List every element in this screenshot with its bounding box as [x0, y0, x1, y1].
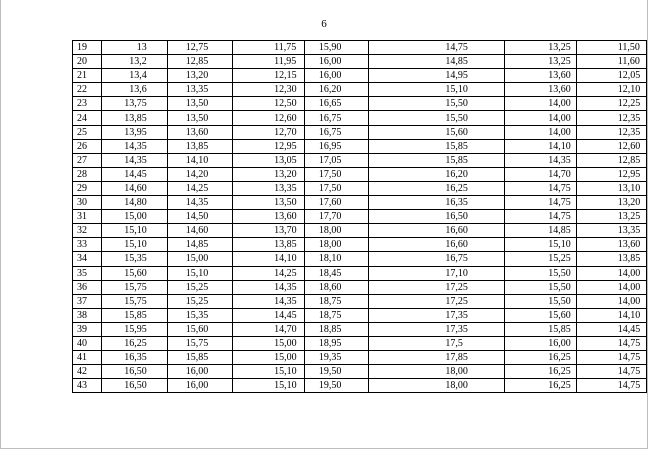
value-cell-col-4: 19,35 [304, 351, 368, 365]
table-row [73, 196, 647, 210]
value-cell-col-1: 15,10 [102, 224, 168, 238]
value-cell-col-7: 14,75 [576, 336, 646, 350]
value-cell-col-7: 14,00 [576, 294, 646, 308]
value-cell-col-4: 18,75 [304, 294, 368, 308]
value-cell-col-6: 13,60 [505, 69, 576, 83]
value-cell-col-1: 15,85 [102, 308, 168, 322]
value-cell-col-7: 13,10 [576, 181, 646, 195]
row-index-cell: 19 [73, 41, 102, 55]
table-row [73, 83, 647, 97]
value-cell-col-1: 16,35 [102, 351, 168, 365]
value-cell-col-7: 12,35 [576, 111, 646, 125]
value-cell-col-2: 13,35 [167, 83, 232, 97]
value-cell-col-2: 16,00 [167, 365, 232, 379]
value-cell-col-1: 13,75 [102, 97, 168, 111]
table-row [73, 252, 647, 266]
value-cell-col-2: 15,25 [167, 280, 232, 294]
table-row [73, 351, 647, 365]
value-cell-col-3: 13,20 [233, 167, 305, 181]
value-cell-col-1: 13,85 [102, 111, 168, 125]
value-cell-col-2: 15,00 [167, 252, 232, 266]
value-cell-col-1: 14,45 [102, 167, 168, 181]
value-cell-col-5: 17,35 [369, 322, 505, 336]
value-cell-col-7: 13,85 [576, 252, 646, 266]
value-cell-col-3: 12,95 [233, 139, 305, 153]
row-index-cell: 20 [73, 55, 102, 69]
value-cell-col-7: 14,75 [576, 365, 646, 379]
value-cell-col-4: 16,00 [304, 55, 368, 69]
value-cell-col-3: 15,00 [233, 336, 305, 350]
value-cell-col-6: 15,25 [505, 252, 576, 266]
value-cell-col-5: 16,50 [369, 210, 505, 224]
value-cell-col-7: 11,60 [576, 55, 646, 69]
value-cell-col-5: 16,60 [369, 224, 505, 238]
value-cell-col-6: 16,25 [505, 365, 576, 379]
value-cell-col-6: 14,75 [505, 196, 576, 210]
value-cell-col-7: 12,10 [576, 83, 646, 97]
value-cell-col-4: 15,90 [304, 41, 368, 55]
table-row [73, 210, 647, 224]
value-cell-col-7: 12,85 [576, 153, 646, 167]
value-cell-col-2: 13,60 [167, 125, 232, 139]
row-index-cell: 43 [73, 379, 102, 393]
value-cell-col-3: 13,35 [233, 181, 305, 195]
value-cell-col-6: 14,00 [505, 111, 576, 125]
row-index-cell: 39 [73, 322, 102, 336]
value-cell-col-3: 14,35 [233, 294, 305, 308]
value-cell-col-2: 15,75 [167, 336, 232, 350]
value-cell-col-5: 18,00 [369, 379, 505, 393]
value-cell-col-7: 13,20 [576, 196, 646, 210]
table-row [73, 111, 647, 125]
row-index-cell: 22 [73, 83, 102, 97]
value-cell-col-4: 16,95 [304, 139, 368, 153]
value-cell-col-4: 17,05 [304, 153, 368, 167]
value-cell-col-2: 13,20 [167, 69, 232, 83]
value-cell-col-2: 15,25 [167, 294, 232, 308]
value-cell-col-3: 13,85 [233, 238, 305, 252]
value-cell-col-2: 14,10 [167, 153, 232, 167]
value-cell-col-4: 17,50 [304, 181, 368, 195]
value-cell-col-1: 14,60 [102, 181, 168, 195]
value-cell-col-5: 15,85 [369, 139, 505, 153]
row-index-cell: 31 [73, 210, 102, 224]
value-cell-col-1: 13,6 [102, 83, 168, 97]
row-index-cell: 30 [73, 196, 102, 210]
value-cell-col-4: 18,85 [304, 322, 368, 336]
value-cell-col-5: 17,10 [369, 266, 505, 280]
row-index-cell: 24 [73, 111, 102, 125]
value-cell-col-3: 15,10 [233, 379, 305, 393]
value-cell-col-7: 12,60 [576, 139, 646, 153]
value-cell-col-2: 13,85 [167, 139, 232, 153]
value-cell-col-6: 14,10 [505, 139, 576, 153]
value-cell-col-6: 13,60 [505, 83, 576, 97]
value-cell-col-2: 15,10 [167, 266, 232, 280]
row-index-cell: 34 [73, 252, 102, 266]
table-row [73, 238, 647, 252]
value-cell-col-5: 16,75 [369, 252, 505, 266]
value-cell-col-1: 15,75 [102, 294, 168, 308]
value-cell-col-6: 15,10 [505, 238, 576, 252]
value-cell-col-2: 16,00 [167, 379, 232, 393]
value-cell-col-4: 18,60 [304, 280, 368, 294]
row-index-cell: 37 [73, 294, 102, 308]
value-cell-col-2: 12,75 [167, 41, 232, 55]
value-cell-col-1: 16,50 [102, 365, 168, 379]
value-cell-col-4: 18,00 [304, 238, 368, 252]
value-cell-col-6: 14,00 [505, 97, 576, 111]
row-index-cell: 27 [73, 153, 102, 167]
value-cell-col-7: 12,95 [576, 167, 646, 181]
value-cell-col-5: 16,20 [369, 167, 505, 181]
value-cell-col-6: 15,50 [505, 280, 576, 294]
value-cell-col-7: 14,00 [576, 266, 646, 280]
value-cell-col-3: 12,15 [233, 69, 305, 83]
value-cell-col-4: 17,60 [304, 196, 368, 210]
table-row [73, 336, 647, 350]
value-cell-col-5: 15,50 [369, 111, 505, 125]
value-cell-col-2: 14,25 [167, 181, 232, 195]
value-cell-col-6: 15,60 [505, 308, 576, 322]
value-cell-col-6: 14,75 [505, 181, 576, 195]
value-cell-col-1: 15,60 [102, 266, 168, 280]
value-cell-col-2: 13,50 [167, 97, 232, 111]
value-cell-col-4: 18,00 [304, 224, 368, 238]
value-cell-col-1: 16,50 [102, 379, 168, 393]
value-cell-col-1: 15,10 [102, 238, 168, 252]
value-cell-col-6: 15,85 [505, 322, 576, 336]
value-cell-col-5: 16,60 [369, 238, 505, 252]
value-cell-col-2: 12,85 [167, 55, 232, 69]
value-cell-col-3: 15,10 [233, 365, 305, 379]
value-cell-col-5: 15,60 [369, 125, 505, 139]
table-row [73, 97, 647, 111]
value-cell-col-1: 13 [102, 41, 168, 55]
value-cell-col-1: 14,35 [102, 153, 168, 167]
row-index-cell: 23 [73, 97, 102, 111]
row-index-cell: 42 [73, 365, 102, 379]
row-index-cell: 21 [73, 69, 102, 83]
value-cell-col-5: 17,25 [369, 294, 505, 308]
value-cell-col-7: 13,60 [576, 238, 646, 252]
value-cell-col-5: 17,5 [369, 336, 505, 350]
table-row [73, 153, 647, 167]
value-cell-col-6: 15,50 [505, 294, 576, 308]
value-cell-col-5: 14,85 [369, 55, 505, 69]
value-cell-col-6: 14,85 [505, 224, 576, 238]
value-cell-col-4: 16,20 [304, 83, 368, 97]
value-cell-col-3: 11,95 [233, 55, 305, 69]
value-cell-col-1: 14,80 [102, 196, 168, 210]
value-cell-col-6: 14,35 [505, 153, 576, 167]
value-cell-col-5: 15,10 [369, 83, 505, 97]
value-cell-col-4: 18,95 [304, 336, 368, 350]
value-cell-col-2: 15,85 [167, 351, 232, 365]
value-cell-col-1: 13,2 [102, 55, 168, 69]
value-cell-col-3: 12,60 [233, 111, 305, 125]
value-cell-col-7: 14,75 [576, 379, 646, 393]
table-row [73, 308, 647, 322]
row-index-cell: 35 [73, 266, 102, 280]
value-cell-col-6: 15,50 [505, 266, 576, 280]
value-cell-col-4: 18,45 [304, 266, 368, 280]
value-cell-col-4: 19,50 [304, 379, 368, 393]
value-cell-col-2: 14,60 [167, 224, 232, 238]
row-index-cell: 29 [73, 181, 102, 195]
value-cell-col-6: 14,70 [505, 167, 576, 181]
value-cell-col-7: 13,25 [576, 210, 646, 224]
value-cell-col-3: 13,50 [233, 196, 305, 210]
value-cell-col-4: 16,65 [304, 97, 368, 111]
value-cell-col-2: 14,20 [167, 167, 232, 181]
value-cell-col-5: 15,85 [369, 153, 505, 167]
table-row [73, 280, 647, 294]
value-cell-col-4: 18,10 [304, 252, 368, 266]
row-index-cell: 36 [73, 280, 102, 294]
value-cell-col-3: 14,35 [233, 280, 305, 294]
row-index-cell: 32 [73, 224, 102, 238]
value-cell-col-2: 15,60 [167, 322, 232, 336]
value-cell-col-5: 15,50 [369, 97, 505, 111]
value-cell-col-6: 13,25 [505, 41, 576, 55]
table-row [73, 167, 647, 181]
value-cell-col-3: 14,25 [233, 266, 305, 280]
value-cell-col-2: 13,50 [167, 111, 232, 125]
table-row [73, 365, 647, 379]
value-cell-col-1: 15,35 [102, 252, 168, 266]
value-cell-col-3: 13,70 [233, 224, 305, 238]
table-row [73, 139, 647, 153]
table-row [73, 125, 647, 139]
value-cell-col-7: 12,05 [576, 69, 646, 83]
value-cell-col-2: 14,35 [167, 196, 232, 210]
table-row [73, 379, 647, 393]
table-body [73, 41, 647, 393]
page-number: 6 [321, 18, 327, 30]
row-index-cell: 26 [73, 139, 102, 153]
value-cell-col-7: 14,10 [576, 308, 646, 322]
table-row [73, 181, 647, 195]
value-cell-col-6: 13,25 [505, 55, 576, 69]
value-cell-col-4: 16,75 [304, 125, 368, 139]
table-row [73, 69, 647, 83]
value-cell-col-3: 12,70 [233, 125, 305, 139]
value-cell-col-4: 18,75 [304, 308, 368, 322]
value-cell-col-3: 12,30 [233, 83, 305, 97]
value-cell-col-3: 13,60 [233, 210, 305, 224]
value-cell-col-2: 14,50 [167, 210, 232, 224]
value-cell-col-4: 19,50 [304, 365, 368, 379]
value-cell-col-7: 14,75 [576, 351, 646, 365]
value-cell-col-4: 17,50 [304, 167, 368, 181]
value-cell-col-4: 17,70 [304, 210, 368, 224]
value-cell-col-6: 16,25 [505, 379, 576, 393]
value-cell-col-5: 16,35 [369, 196, 505, 210]
value-cell-col-6: 14,00 [505, 125, 576, 139]
value-cell-col-4: 16,75 [304, 111, 368, 125]
table-row [73, 41, 647, 55]
value-cell-col-3: 14,70 [233, 322, 305, 336]
value-cell-col-4: 16,00 [304, 69, 368, 83]
value-cell-col-3: 12,50 [233, 97, 305, 111]
value-cell-col-7: 12,35 [576, 125, 646, 139]
table-row [73, 322, 647, 336]
table-row [73, 55, 647, 69]
value-cell-col-5: 14,95 [369, 69, 505, 83]
value-cell-col-3: 11,75 [233, 41, 305, 55]
value-cell-col-5: 17,25 [369, 280, 505, 294]
value-cell-col-5: 18,00 [369, 365, 505, 379]
value-cell-col-2: 15,35 [167, 308, 232, 322]
data-table [72, 40, 647, 393]
value-cell-col-3: 14,45 [233, 308, 305, 322]
value-cell-col-5: 17,35 [369, 308, 505, 322]
value-cell-col-1: 15,95 [102, 322, 168, 336]
table-row [73, 266, 647, 280]
row-index-cell: 28 [73, 167, 102, 181]
value-cell-col-1: 16,25 [102, 336, 168, 350]
table-row [73, 294, 647, 308]
value-cell-col-3: 15,00 [233, 351, 305, 365]
value-cell-col-5: 16,25 [369, 181, 505, 195]
value-cell-col-7: 13,35 [576, 224, 646, 238]
value-cell-col-5: 17,85 [369, 351, 505, 365]
row-index-cell: 25 [73, 125, 102, 139]
value-cell-col-6: 16,25 [505, 351, 576, 365]
value-cell-col-1: 15,00 [102, 210, 168, 224]
value-cell-col-7: 14,00 [576, 280, 646, 294]
value-cell-col-7: 14,45 [576, 322, 646, 336]
value-cell-col-2: 14,85 [167, 238, 232, 252]
value-cell-col-3: 13,05 [233, 153, 305, 167]
value-cell-col-1: 14,35 [102, 139, 168, 153]
value-cell-col-6: 14,75 [505, 210, 576, 224]
row-index-cell: 33 [73, 238, 102, 252]
value-cell-col-1: 15,75 [102, 280, 168, 294]
value-cell-col-7: 12,25 [576, 97, 646, 111]
table-row [73, 224, 647, 238]
row-index-cell: 40 [73, 336, 102, 350]
value-cell-col-6: 16,00 [505, 336, 576, 350]
value-cell-col-7: 11,50 [576, 41, 646, 55]
value-cell-col-1: 13,95 [102, 125, 168, 139]
row-index-cell: 38 [73, 308, 102, 322]
value-cell-col-5: 14,75 [369, 41, 505, 55]
value-cell-col-3: 14,10 [233, 252, 305, 266]
row-index-cell: 41 [73, 351, 102, 365]
value-cell-col-1: 13,4 [102, 69, 168, 83]
